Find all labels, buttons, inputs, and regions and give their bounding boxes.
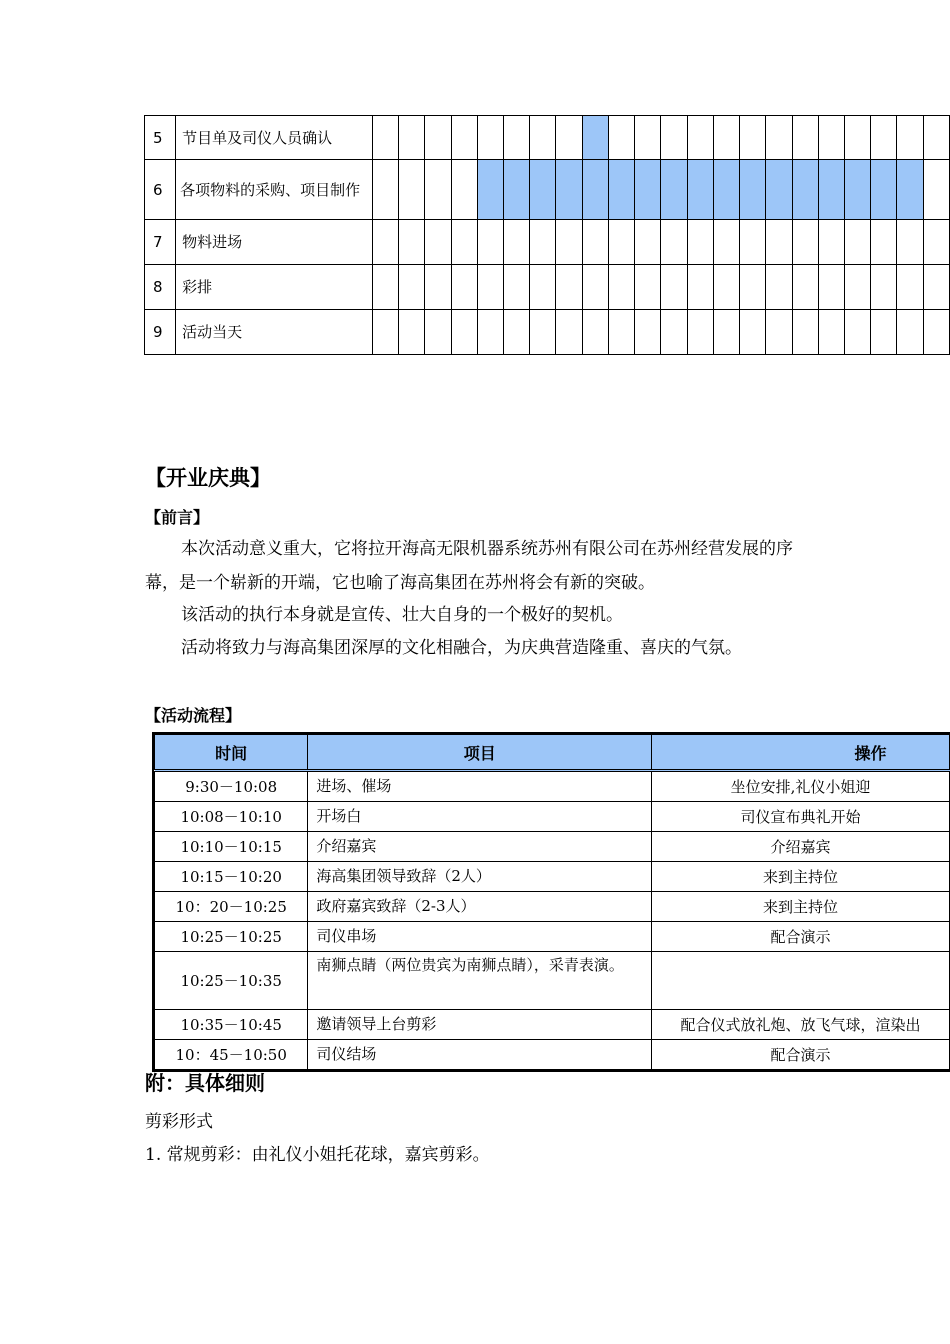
gantt-row-number: 7 bbox=[145, 220, 176, 265]
gantt-empty-cell bbox=[687, 116, 713, 160]
gantt-empty-cell bbox=[661, 310, 687, 355]
gantt-task-name: 节目单及司仪人员确认 bbox=[176, 116, 373, 160]
flow-operation: 司仪宣布典礼开始 bbox=[652, 802, 950, 832]
gantt-empty-cell bbox=[818, 220, 844, 265]
gantt-row-number: 9 bbox=[145, 310, 176, 355]
flow-row bbox=[155, 832, 950, 862]
activity-flow-table bbox=[154, 734, 950, 1070]
flow-time: 10:35－10:45 bbox=[155, 1010, 308, 1040]
gantt-empty-cell bbox=[425, 265, 451, 310]
gantt-bar-cell bbox=[818, 160, 844, 220]
gantt-empty-cell bbox=[608, 310, 634, 355]
gantt-empty-cell bbox=[451, 116, 477, 160]
gantt-bar-cell bbox=[845, 160, 871, 220]
gantt-empty-cell bbox=[792, 220, 818, 265]
flow-time: 9:30－10:08 bbox=[155, 771, 308, 802]
gantt-empty-cell bbox=[923, 116, 949, 160]
gantt-empty-cell bbox=[503, 220, 529, 265]
gantt-empty-cell bbox=[635, 116, 661, 160]
gantt-empty-cell bbox=[399, 116, 425, 160]
gantt-empty-cell bbox=[530, 265, 556, 310]
gantt-empty-cell bbox=[451, 160, 477, 220]
gantt-empty-cell bbox=[503, 265, 529, 310]
gantt-empty-cell bbox=[845, 220, 871, 265]
gantt-empty-cell bbox=[871, 220, 897, 265]
gantt-empty-cell bbox=[608, 116, 634, 160]
flow-item: 海高集团领导致辞（2人） bbox=[308, 862, 652, 892]
gantt-bar-cell bbox=[661, 160, 687, 220]
header-item: 项目 bbox=[308, 735, 652, 771]
gantt-empty-cell bbox=[792, 265, 818, 310]
flow-row bbox=[155, 952, 950, 1010]
gantt-empty-cell bbox=[923, 310, 949, 355]
gantt-empty-cell bbox=[425, 160, 451, 220]
gantt-empty-cell bbox=[556, 310, 582, 355]
gantt-empty-cell bbox=[661, 116, 687, 160]
gantt-empty-cell bbox=[897, 220, 923, 265]
flow-item: 司仪结场 bbox=[308, 1040, 652, 1070]
flow-time: 10：20－10:25 bbox=[155, 892, 308, 922]
gantt-bar-cell bbox=[766, 160, 792, 220]
gantt-empty-cell bbox=[477, 310, 503, 355]
gantt-empty-cell bbox=[372, 160, 398, 220]
gantt-empty-cell bbox=[897, 310, 923, 355]
gantt-empty-cell bbox=[477, 116, 503, 160]
gantt-empty-cell bbox=[556, 116, 582, 160]
gantt-bar-cell bbox=[792, 160, 818, 220]
preface-heading: 【前言】 bbox=[145, 508, 210, 527]
flow-row bbox=[155, 1010, 950, 1040]
gantt-empty-cell bbox=[425, 220, 451, 265]
gantt-empty-cell bbox=[871, 265, 897, 310]
gantt-empty-cell bbox=[792, 116, 818, 160]
gantt-row-number: 6 bbox=[145, 160, 176, 220]
flow-item: 南狮点睛（两位贵宾为南狮点睛），采青表演。 bbox=[308, 952, 652, 1010]
gantt-empty-cell bbox=[451, 265, 477, 310]
flow-row bbox=[155, 1040, 950, 1070]
gantt-empty-cell bbox=[635, 265, 661, 310]
gantt-empty-cell bbox=[792, 310, 818, 355]
gantt-empty-cell bbox=[399, 265, 425, 310]
flow-table-frame bbox=[152, 732, 950, 1072]
gantt-empty-cell bbox=[766, 265, 792, 310]
gantt-empty-cell bbox=[477, 220, 503, 265]
gantt-row bbox=[145, 265, 950, 310]
gantt-bar-cell bbox=[477, 160, 503, 220]
gantt-empty-cell bbox=[740, 220, 766, 265]
appendix-item-1: 1. 常规剪彩：由礼仪小姐托花球，嘉宾剪彩。 bbox=[145, 1145, 490, 1165]
appendix-subtitle: 剪彩形式 bbox=[145, 1112, 213, 1132]
flow-item: 进场、催场 bbox=[308, 771, 652, 802]
gantt-empty-cell bbox=[372, 116, 398, 160]
gantt-empty-cell bbox=[635, 220, 661, 265]
gantt-row bbox=[145, 160, 950, 220]
schedule-gantt-table bbox=[144, 115, 950, 355]
gantt-empty-cell bbox=[451, 220, 477, 265]
gantt-empty-cell bbox=[687, 220, 713, 265]
gantt-empty-cell bbox=[713, 310, 739, 355]
gantt-bar-cell bbox=[582, 160, 608, 220]
flow-time: 10:15－10:20 bbox=[155, 862, 308, 892]
gantt-empty-cell bbox=[740, 265, 766, 310]
gantt-row-number: 5 bbox=[145, 116, 176, 160]
gantt-empty-cell bbox=[871, 116, 897, 160]
gantt-empty-cell bbox=[451, 310, 477, 355]
gantt-empty-cell bbox=[399, 310, 425, 355]
gantt-empty-cell bbox=[818, 265, 844, 310]
gantt-empty-cell bbox=[845, 116, 871, 160]
flow-row bbox=[155, 892, 950, 922]
flow-item: 邀请领导上台剪彩 bbox=[308, 1010, 652, 1040]
gantt-empty-cell bbox=[740, 116, 766, 160]
gantt-bar-cell bbox=[740, 160, 766, 220]
gantt-empty-cell bbox=[530, 116, 556, 160]
flow-time: 10：45－10:50 bbox=[155, 1040, 308, 1070]
gantt-row-number: 8 bbox=[145, 265, 176, 310]
gantt-empty-cell bbox=[582, 265, 608, 310]
flow-row bbox=[155, 802, 950, 832]
gantt-empty-cell bbox=[923, 220, 949, 265]
gantt-empty-cell bbox=[530, 310, 556, 355]
flow-operation: 介绍嘉宾 bbox=[652, 832, 950, 862]
gantt-empty-cell bbox=[845, 265, 871, 310]
gantt-empty-cell bbox=[399, 160, 425, 220]
gantt-bar-cell bbox=[897, 160, 923, 220]
gantt-empty-cell bbox=[713, 220, 739, 265]
gantt-empty-cell bbox=[372, 220, 398, 265]
flow-heading: 【活动流程】 bbox=[145, 706, 242, 725]
gantt-empty-cell bbox=[530, 220, 556, 265]
gantt-bar-cell bbox=[713, 160, 739, 220]
gantt-empty-cell bbox=[503, 116, 529, 160]
flow-operation: 配合演示 bbox=[652, 1040, 950, 1070]
gantt-bar-cell bbox=[530, 160, 556, 220]
gantt-task-name: 各项物料的采购、项目制作 bbox=[176, 160, 373, 220]
flow-item: 司仪串场 bbox=[308, 922, 652, 952]
gantt-bar-cell bbox=[503, 160, 529, 220]
gantt-empty-cell bbox=[399, 220, 425, 265]
gantt-empty-cell bbox=[372, 310, 398, 355]
gantt-empty-cell bbox=[687, 310, 713, 355]
gantt-empty-cell bbox=[556, 265, 582, 310]
gantt-empty-cell bbox=[713, 265, 739, 310]
gantt-empty-cell bbox=[425, 116, 451, 160]
flow-operation: 坐位安排,礼仪小姐迎 bbox=[652, 771, 950, 802]
gantt-empty-cell bbox=[661, 265, 687, 310]
gantt-bar-cell bbox=[556, 160, 582, 220]
gantt-empty-cell bbox=[635, 310, 661, 355]
flow-time: 10:25－10:25 bbox=[155, 922, 308, 952]
gantt-empty-cell bbox=[766, 116, 792, 160]
flow-item: 开场白 bbox=[308, 802, 652, 832]
gantt-empty-cell bbox=[713, 116, 739, 160]
gantt-empty-cell bbox=[608, 265, 634, 310]
preface-paragraph-1: 本次活动意义重大，它将拉开海高无限机器系统苏州有限公司在苏州经营发展的序幕，是一个崭新的开端，它也喻了海高集团在苏州将会有新的突破。 bbox=[145, 539, 793, 593]
gantt-row bbox=[145, 220, 950, 265]
flow-header-row bbox=[155, 735, 950, 771]
flow-operation: 配合仪式放礼炮、放飞气球，渲染出 bbox=[652, 1010, 950, 1040]
gantt-empty-cell bbox=[608, 220, 634, 265]
flow-time: 10:10－10:15 bbox=[155, 832, 308, 862]
gantt-empty-cell bbox=[923, 160, 949, 220]
gantt-empty-cell bbox=[766, 220, 792, 265]
gantt-empty-cell bbox=[740, 310, 766, 355]
gantt-task-name: 物料进场 bbox=[176, 220, 373, 265]
gantt-empty-cell bbox=[897, 116, 923, 160]
section-title: 【开业庆典】 bbox=[145, 466, 271, 490]
gantt-empty-cell bbox=[582, 310, 608, 355]
gantt-bar-cell bbox=[871, 160, 897, 220]
flow-item: 介绍嘉宾 bbox=[308, 832, 652, 862]
preface-paragraph-2: 该活动的执行本身就是宣传、壮大自身的一个极好的契机。 bbox=[181, 605, 623, 625]
gantt-empty-cell bbox=[372, 265, 398, 310]
flow-item: 政府嘉宾致辞（2-3人） bbox=[308, 892, 652, 922]
flow-time: 10:08－10:10 bbox=[155, 802, 308, 832]
gantt-row bbox=[145, 310, 950, 355]
gantt-empty-cell bbox=[923, 265, 949, 310]
gantt-bar-cell bbox=[635, 160, 661, 220]
header-time: 时间 bbox=[155, 735, 308, 771]
gantt-empty-cell bbox=[477, 265, 503, 310]
gantt-empty-cell bbox=[503, 310, 529, 355]
flow-operation bbox=[652, 952, 950, 1010]
preface-paragraph-3: 活动将致力与海高集团深厚的文化相融合，为庆典营造隆重、喜庆的气氛。 bbox=[181, 638, 742, 658]
gantt-bar-cell bbox=[608, 160, 634, 220]
appendix-title: 附：具体细则 bbox=[145, 1071, 265, 1095]
flow-row bbox=[155, 922, 950, 952]
flow-operation: 来到主持位 bbox=[652, 862, 950, 892]
flow-row bbox=[155, 771, 950, 802]
header-operation: 操作 bbox=[652, 735, 950, 771]
gantt-empty-cell bbox=[818, 310, 844, 355]
gantt-empty-cell bbox=[582, 220, 608, 265]
gantt-task-name: 活动当天 bbox=[176, 310, 373, 355]
gantt-empty-cell bbox=[818, 116, 844, 160]
gantt-task-name: 彩排 bbox=[176, 265, 373, 310]
gantt-empty-cell bbox=[425, 310, 451, 355]
gantt-empty-cell bbox=[556, 220, 582, 265]
flow-row bbox=[155, 862, 950, 892]
gantt-bar-cell bbox=[687, 160, 713, 220]
gantt-empty-cell bbox=[766, 310, 792, 355]
flow-operation: 来到主持位 bbox=[652, 892, 950, 922]
gantt-row bbox=[145, 116, 950, 160]
gantt-bar-cell bbox=[582, 116, 608, 160]
flow-time: 10:25－10:35 bbox=[155, 952, 308, 1010]
gantt-empty-cell bbox=[845, 310, 871, 355]
flow-operation: 配合演示 bbox=[652, 922, 950, 952]
gantt-empty-cell bbox=[687, 265, 713, 310]
gantt-empty-cell bbox=[897, 265, 923, 310]
gantt-empty-cell bbox=[871, 310, 897, 355]
gantt-empty-cell bbox=[661, 220, 687, 265]
